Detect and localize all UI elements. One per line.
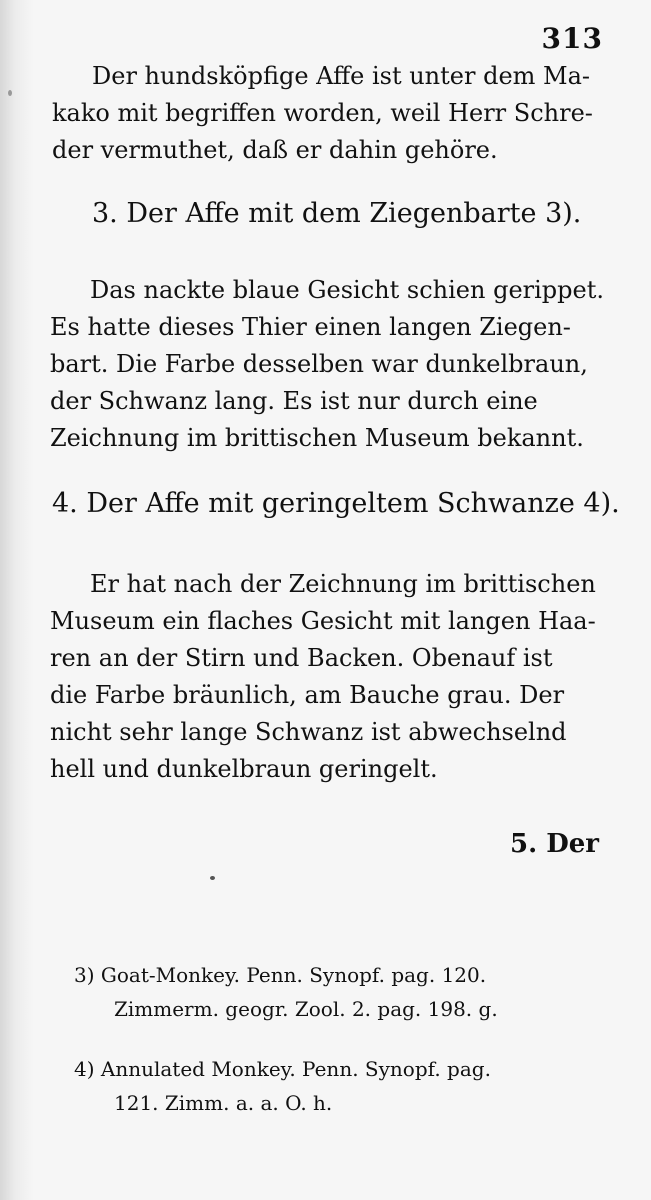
paragraph-ziegenbarte xyxy=(50,272,602,457)
ink-speck xyxy=(210,876,215,880)
footnote-line: 121. Zimm. a. a. O. h. xyxy=(114,1091,333,1115)
footnote-line: 3) Goat-Monkey. Penn. Synopf. pag. 120. xyxy=(74,963,487,987)
text-line: der Schwanz lang. Es ist nur durch eine xyxy=(50,387,538,415)
text-line: kako mit begriffen worden, weil Herr Schre- xyxy=(52,99,593,127)
section-heading-geringeltem-schwanze: 4. Der Affe mit geringeltem Schwanze 4). xyxy=(52,488,620,519)
text-line: die Farbe bräunlich, am Bauche grau. Der xyxy=(50,681,565,709)
text-line: Das nackte blaue Gesicht schien gerippet. xyxy=(90,276,604,304)
text-line: ren an der Stirn und Backen. Obenauf ist xyxy=(50,644,553,672)
section-heading-ziegenbarte: 3. Der Affe mit dem Ziegenbarte 3). xyxy=(92,198,582,229)
text-line: hell und dunkelbraun geringelt. xyxy=(50,755,438,783)
text-line: Museum ein flaches Gesicht mit langen Haa- xyxy=(50,607,596,635)
footnote-line: 4) Annulated Monkey. Penn. Synopf. pag. xyxy=(74,1057,491,1081)
text-line: Er hat nach der Zeichnung im brittischen xyxy=(90,570,596,598)
text-line: bart. Die Farbe desselben war dunkelbraun, xyxy=(50,350,588,378)
paragraph-hundskoepfiger-affe xyxy=(52,58,600,169)
footnote-4 xyxy=(74,1052,604,1120)
text-line: Zeichnung im brittischen Museum bekannt. xyxy=(50,424,584,452)
text-line: der vermuthet, daß er dahin gehöre. xyxy=(52,136,498,164)
paragraph-geringeltem-schwanze xyxy=(50,566,602,788)
ink-speck xyxy=(8,90,12,96)
footnote-3 xyxy=(74,958,604,1026)
text-line: Es hatte dieses Thier einen langen Ziegen- xyxy=(50,313,571,341)
page-gutter-shadow xyxy=(0,0,34,1200)
page-number: 313 xyxy=(541,22,603,55)
footnote-line: Zimmerm. geogr. Zool. 2. pag. 198. g. xyxy=(114,997,498,1021)
catchword: 5. Der xyxy=(510,829,599,859)
text-line: Der hundsköpfige Affe ist unter dem Ma- xyxy=(92,62,591,90)
text-line: nicht sehr lange Schwanz ist abwechselnd xyxy=(50,718,567,746)
